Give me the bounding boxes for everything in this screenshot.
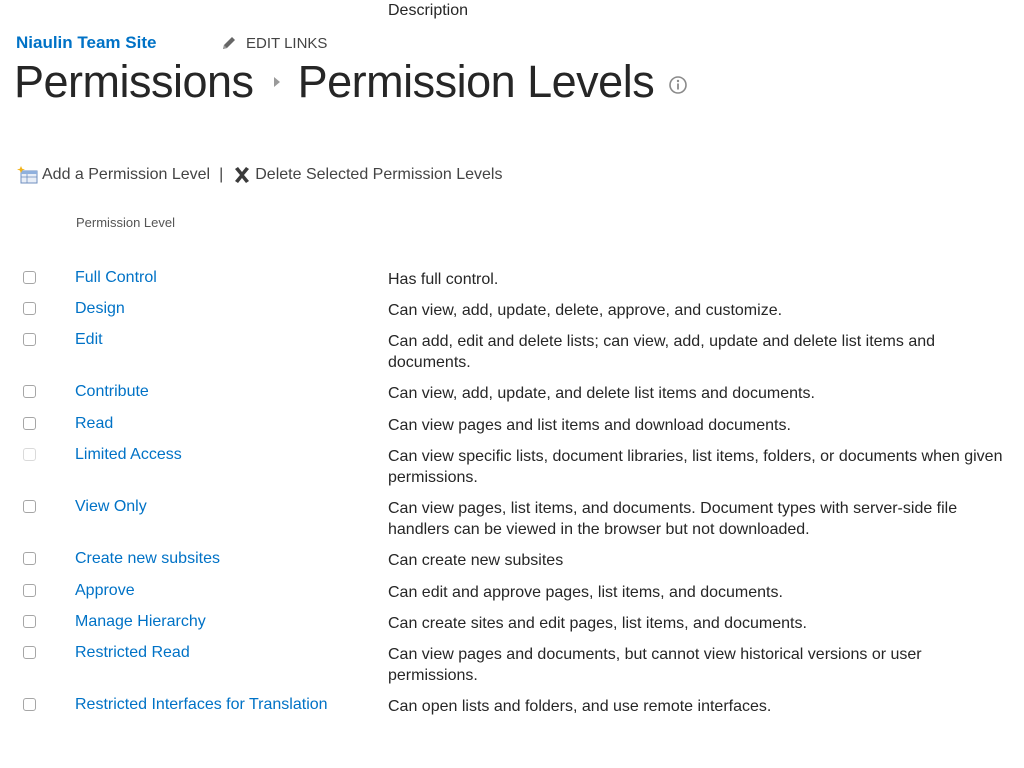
- edit-links-label: EDIT LINKS: [246, 34, 328, 52]
- pencil-icon: [220, 34, 238, 52]
- permission-description: Can view pages, list items, and documents. Document types with server-side file handlers can be viewed in the browser but not downloaded.: [388, 500, 958, 538]
- permission-description: Can add, edit and delete lists; can view, add, update and delete list items and documents.: [388, 333, 936, 371]
- permission-level-link[interactable]: Design: [75, 300, 125, 317]
- site-name-link[interactable]: Niaulin Team Site: [16, 33, 157, 52]
- toolbar-separator: |: [219, 166, 224, 183]
- permission-description: Can view, add, update, and delete list items and documents.: [388, 385, 815, 402]
- permission-description: Can open lists and folders, and use remote interfaces.: [388, 698, 772, 715]
- row-checkbox: [23, 448, 36, 461]
- permission-level-link[interactable]: Manage Hierarchy: [75, 613, 206, 630]
- permission-level-link[interactable]: Create new subsites: [75, 550, 220, 567]
- permission-level-link[interactable]: Approve: [75, 582, 135, 599]
- permission-description: Can create new subsites: [388, 552, 564, 569]
- permission-level-link[interactable]: Contribute: [75, 383, 149, 400]
- row-checkbox[interactable]: [23, 552, 36, 565]
- column-header-description: Description: [388, 2, 469, 19]
- permission-level-link[interactable]: View Only: [75, 498, 147, 515]
- row-checkbox[interactable]: [23, 417, 36, 430]
- column-header-permission-level[interactable]: Permission Level: [76, 215, 175, 230]
- permission-description: Can view specific lists, document libraries, list items, folders, or documents when given permissions.: [388, 448, 1003, 486]
- row-checkbox[interactable]: [23, 500, 36, 513]
- permission-description: Can edit and approve pages, list items, and documents.: [388, 584, 783, 601]
- add-permission-level-icon: [17, 166, 39, 184]
- row-checkbox[interactable]: [23, 385, 36, 398]
- add-permission-level-button[interactable]: [17, 166, 210, 184]
- delete-selected-label: Delete Selected Permission Levels: [255, 166, 503, 183]
- edit-links-button[interactable]: [220, 34, 327, 52]
- row-checkbox[interactable]: [23, 333, 36, 346]
- permission-level-link[interactable]: Restricted Interfaces for Translation: [75, 696, 328, 713]
- row-checkbox[interactable]: [23, 584, 36, 597]
- row-checkbox[interactable]: [23, 615, 36, 628]
- permission-level-link[interactable]: Full Control: [75, 269, 157, 286]
- delete-x-icon: [233, 166, 251, 184]
- permission-description: Can view pages and list items and download documents.: [388, 417, 791, 434]
- toolbar: [17, 166, 502, 184]
- row-checkbox: [23, 271, 36, 284]
- permission-level-link[interactable]: Restricted Read: [75, 644, 190, 661]
- breadcrumb-current: Permission Levels: [297, 56, 655, 107]
- row-checkbox[interactable]: [23, 698, 36, 711]
- add-permission-level-label: Add a Permission Level: [42, 166, 211, 183]
- permission-description: Can create sites and edit pages, list items, and documents.: [388, 615, 807, 632]
- row-checkbox[interactable]: [23, 302, 36, 315]
- permission-description: Can view, add, update, delete, approve, and customize.: [388, 302, 783, 319]
- delete-selected-button[interactable]: [233, 166, 502, 184]
- permission-description: Has full control.: [388, 271, 499, 288]
- breadcrumb-separator-icon: [274, 77, 280, 87]
- permission-level-link[interactable]: Limited Access: [75, 446, 182, 463]
- row-checkbox[interactable]: [23, 646, 36, 659]
- info-icon[interactable]: [668, 75, 688, 95]
- permission-description: Can view pages and documents, but cannot view historical versions or user permissions.: [388, 646, 922, 684]
- permission-level-link[interactable]: Read: [75, 415, 114, 432]
- breadcrumb-permissions[interactable]: Permissions: [14, 56, 254, 107]
- permission-level-link[interactable]: Edit: [75, 331, 103, 348]
- page-title: [14, 56, 688, 108]
